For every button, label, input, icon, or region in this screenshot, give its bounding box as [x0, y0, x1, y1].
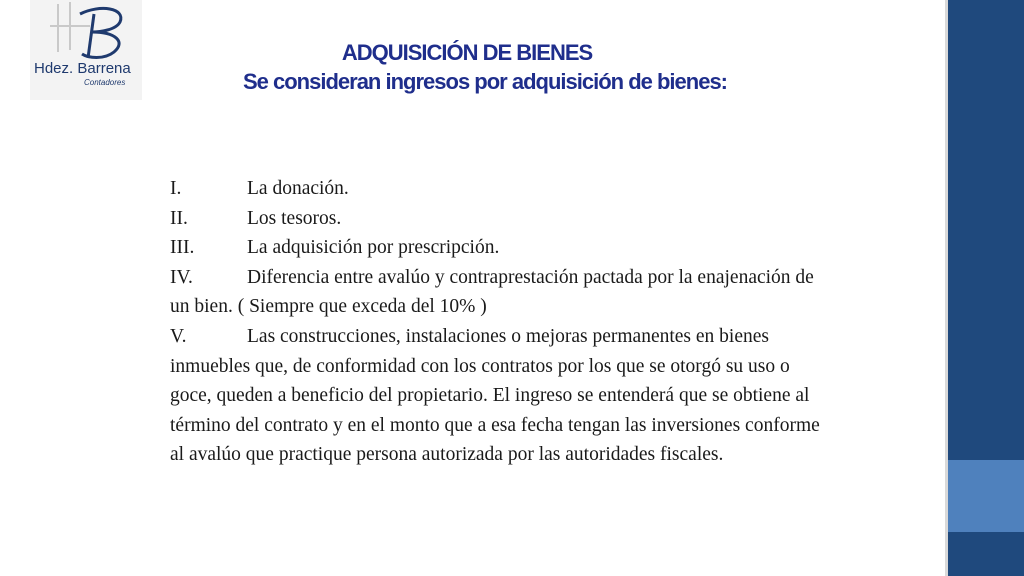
logo-name: Hdez. Barrena [34, 60, 131, 77]
hb-monogram-icon [30, 0, 142, 64]
item-number: II. [170, 207, 188, 229]
item-text: La donación. [247, 178, 349, 199]
item-text: Los tesoros. [247, 207, 342, 229]
list-item [170, 174, 830, 204]
item-text: Diferencia entre avalúo y contraprestación pactada por la enajenación de un bien. ( Siempre que exceda del 10% ) [170, 266, 814, 318]
title-line-2: Se consideran ingresos por adquisición de bienes: [242, 69, 728, 94]
item-number: IV. [170, 266, 193, 288]
title-line-1: ADQUISICIÓN DE BIENES [341, 40, 593, 65]
company-logo [30, 0, 142, 100]
list-item [170, 322, 830, 470]
item-number: III. [170, 237, 195, 259]
item-text: Las construcciones, instalaciones o mejoras permanentes en bienes inmuebles que, de conformidad con los contratos por los que se otorgó su uso o goce, queden a beneficio del propietario. El ingreso se entenderá que se obtiene al término del contrato y en el monto que a esa fecha tengan las inversiones conforme al avalúo que practique persona autorizada por las autoridades fiscales. [170, 325, 820, 466]
list-item [170, 204, 830, 234]
list-item [170, 233, 830, 263]
item-number: V. [170, 325, 187, 347]
slide-title [160, 38, 810, 96]
item-number: I. [170, 178, 182, 199]
income-list [170, 174, 830, 470]
sidebar-accent-block [948, 460, 1024, 532]
list-item [170, 263, 830, 322]
logo-subtitle: Contadores [84, 78, 126, 87]
item-text: La adquisición por prescripción. [247, 237, 500, 259]
